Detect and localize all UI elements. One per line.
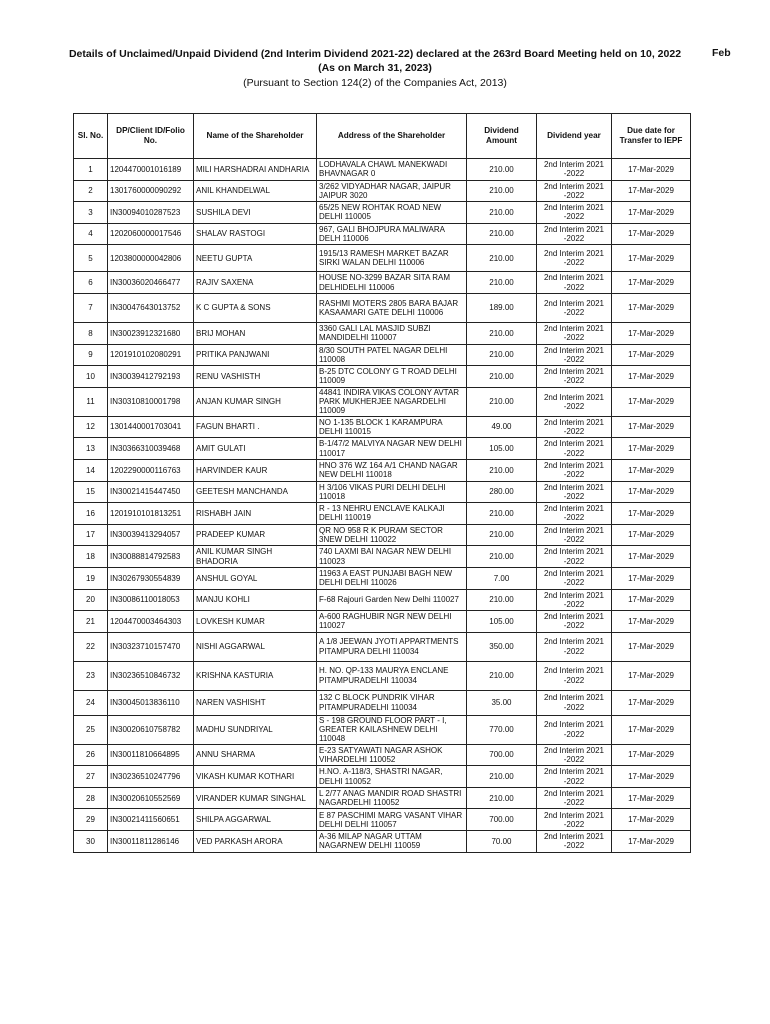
dividend-amount-cell: 7.00 bbox=[467, 567, 537, 589]
sl-no-cell: 22 bbox=[74, 632, 108, 661]
dividend-amount-cell: 189.00 bbox=[467, 293, 537, 322]
address-cell: L 2/77 ANAG MANDIR ROAD SHASTRI NAGARDELHI 110052 bbox=[317, 787, 467, 809]
table-row bbox=[74, 366, 691, 388]
client-id-cell: IN30088814792583 bbox=[108, 546, 194, 568]
address-cell: NO 1-135 BLOCK 1 KARAMPURA DELHI 110015 bbox=[317, 416, 467, 438]
dividend-amount-cell: 210.00 bbox=[467, 344, 537, 366]
dividend-year-cell: 2nd Interim 2021 -2022 bbox=[537, 831, 612, 853]
dividend-year-cell: 2nd Interim 2021 -2022 bbox=[537, 416, 612, 438]
due-date-cell: 17-Mar-2029 bbox=[612, 344, 691, 366]
due-date-cell: 17-Mar-2029 bbox=[612, 503, 691, 525]
table-row bbox=[74, 831, 691, 853]
shareholder-name-cell: KRISHNA KASTURIA bbox=[194, 661, 317, 690]
dividend-amount-cell: 35.00 bbox=[467, 690, 537, 715]
dividend-year-cell: 2nd Interim 2021 -2022 bbox=[537, 546, 612, 568]
dividend-year-cell: 2nd Interim 2021 -2022 bbox=[537, 202, 612, 224]
client-id-cell: IN30236510247796 bbox=[108, 766, 194, 788]
dividend-year-cell: 2nd Interim 2021 -2022 bbox=[537, 272, 612, 294]
table-row bbox=[74, 245, 691, 272]
client-id-cell: IN30366310039468 bbox=[108, 438, 194, 460]
sl-no-cell: 27 bbox=[74, 766, 108, 788]
sl-no-cell: 9 bbox=[74, 344, 108, 366]
table-row bbox=[74, 202, 691, 224]
shareholder-name-cell: PRITIKA PANJWANI bbox=[194, 344, 317, 366]
address-cell: 1915/13 RAMESH MARKET BAZAR SIRKI WALAN DELHI 110006 bbox=[317, 245, 467, 272]
dividend-year-cell: 2nd Interim 2021 -2022 bbox=[537, 245, 612, 272]
dividend-amount-cell: 210.00 bbox=[467, 524, 537, 546]
table-row bbox=[74, 546, 691, 568]
sl-no-cell: 28 bbox=[74, 787, 108, 809]
table-row bbox=[74, 524, 691, 546]
shareholder-name-cell: NEETU GUPTA bbox=[194, 245, 317, 272]
sl-no-cell: 3 bbox=[74, 202, 108, 224]
dividend-year-cell: 2nd Interim 2021 -2022 bbox=[537, 344, 612, 366]
due-date-cell: 17-Mar-2029 bbox=[612, 245, 691, 272]
dividend-amount-cell: 210.00 bbox=[467, 180, 537, 202]
sl-no-cell: 8 bbox=[74, 322, 108, 344]
table-row bbox=[74, 611, 691, 633]
sl-no-cell: 15 bbox=[74, 481, 108, 503]
dividend-year-cell: 2nd Interim 2021 -2022 bbox=[537, 322, 612, 344]
client-id-cell: IN30086110018053 bbox=[108, 589, 194, 611]
dividend-amount-cell: 70.00 bbox=[467, 831, 537, 853]
address-cell: A 1/8 JEEWAN JYOTI APPARTMENTS PITAMPURA DELHI 110034 bbox=[317, 632, 467, 661]
due-date-cell: 17-Mar-2029 bbox=[612, 661, 691, 690]
dividend-year-cell: 2nd Interim 2021 -2022 bbox=[537, 159, 612, 181]
shareholder-name-cell: K C GUPTA & SONS bbox=[194, 293, 317, 322]
due-date-cell: 17-Mar-2029 bbox=[612, 831, 691, 853]
client-id-cell: IN30021411560651 bbox=[108, 809, 194, 831]
dividend-year-cell: 2nd Interim 2021 -2022 bbox=[537, 809, 612, 831]
sl-no-cell: 2 bbox=[74, 180, 108, 202]
dividend-amount-cell: 700.00 bbox=[467, 744, 537, 766]
address-cell: E 87 PASCHIMI MARG VASANT VIHAR DELHI DELHI 110057 bbox=[317, 809, 467, 831]
address-cell: 3360 GALI LAL MASJID SUBZI MANDIDELHI 110007 bbox=[317, 322, 467, 344]
dividend-amount-cell: 210.00 bbox=[467, 661, 537, 690]
sl-no-cell: 11 bbox=[74, 387, 108, 416]
dividend-amount-cell: 210.00 bbox=[467, 202, 537, 224]
client-id-cell: IN30021415447450 bbox=[108, 481, 194, 503]
shareholder-name-cell: ANIL KUMAR SINGH BHADORIA bbox=[194, 546, 317, 568]
client-id-cell: 1204470003464303 bbox=[108, 611, 194, 633]
address-cell: 3/262 VIDYADHAR NAGAR, JAIPUR JAIPUR 3020 bbox=[317, 180, 467, 202]
table-row bbox=[74, 223, 691, 245]
sl-no-cell: 5 bbox=[74, 245, 108, 272]
shareholder-name-cell: BRIJ MOHAN bbox=[194, 322, 317, 344]
table-row bbox=[74, 416, 691, 438]
sl-no-cell: 30 bbox=[74, 831, 108, 853]
client-id-cell: 1301440001703041 bbox=[108, 416, 194, 438]
column-header-shareholder-name: Name of the Shareholder bbox=[194, 114, 317, 159]
dividend-amount-cell: 210.00 bbox=[467, 245, 537, 272]
dividend-year-cell: 2nd Interim 2021 -2022 bbox=[537, 503, 612, 525]
client-id-cell: IN30011810664895 bbox=[108, 744, 194, 766]
dividend-year-cell: 2nd Interim 2021 -2022 bbox=[537, 387, 612, 416]
address-cell: F-68 Rajouri Garden New Delhi 110027 bbox=[317, 589, 467, 611]
dividend-year-cell: 2nd Interim 2021 -2022 bbox=[537, 481, 612, 503]
shareholder-name-cell: LOVKESH KUMAR bbox=[194, 611, 317, 633]
client-id-cell: 1301760000090292 bbox=[108, 180, 194, 202]
dividend-amount-cell: 210.00 bbox=[467, 459, 537, 481]
address-cell: S - 198 GROUND FLOOR PART - I, GREATER KAILASHNEW DELHI 110048 bbox=[317, 715, 467, 744]
dividend-year-cell: 2nd Interim 2021 -2022 bbox=[537, 766, 612, 788]
address-cell: QR NO 958 R K PURAM SECTOR 3NEW DELHI 110022 bbox=[317, 524, 467, 546]
client-id-cell: IN30039413294057 bbox=[108, 524, 194, 546]
client-id-cell: IN30036020466477 bbox=[108, 272, 194, 294]
sl-no-cell: 17 bbox=[74, 524, 108, 546]
sl-no-cell: 10 bbox=[74, 366, 108, 388]
address-cell: B-25 DTC COLONY G T ROAD DELHI 110009 bbox=[317, 366, 467, 388]
dividend-year-cell: 2nd Interim 2021 -2022 bbox=[537, 438, 612, 460]
client-id-cell: IN30236510846732 bbox=[108, 661, 194, 690]
due-date-cell: 17-Mar-2029 bbox=[612, 481, 691, 503]
client-id-cell: 1202290000116763 bbox=[108, 459, 194, 481]
shareholder-name-cell: RISHABH JAIN bbox=[194, 503, 317, 525]
sl-no-cell: 24 bbox=[74, 690, 108, 715]
dividend-amount-cell: 770.00 bbox=[467, 715, 537, 744]
address-cell: A-600 RAGHUBIR NGR NEW DELHI 110027 bbox=[317, 611, 467, 633]
client-id-cell: IN30020610758782 bbox=[108, 715, 194, 744]
dividend-amount-cell: 49.00 bbox=[467, 416, 537, 438]
address-cell: 132 C BLOCK PUNDRIK VIHAR PITAMPURADELHI 110034 bbox=[317, 690, 467, 715]
table-row bbox=[74, 322, 691, 344]
address-cell: A-36 MILAP NAGAR UTTAM NAGARNEW DELHI 110059 bbox=[317, 831, 467, 853]
shareholder-name-cell: RENU VASHISTH bbox=[194, 366, 317, 388]
sl-no-cell: 18 bbox=[74, 546, 108, 568]
due-date-cell: 17-Mar-2029 bbox=[612, 787, 691, 809]
column-header-sl-no: Sl. No. bbox=[74, 114, 108, 159]
due-date-cell: 17-Mar-2029 bbox=[612, 690, 691, 715]
table-row bbox=[74, 481, 691, 503]
dividend-amount-cell: 210.00 bbox=[467, 159, 537, 181]
client-id-cell: IN30267930554839 bbox=[108, 567, 194, 589]
table-row bbox=[74, 503, 691, 525]
shareholder-name-cell: ANSHUL GOYAL bbox=[194, 567, 317, 589]
dividend-table bbox=[73, 113, 691, 853]
page-subtitle: (Pursuant to Section 124(2) of the Companies Act, 2013) bbox=[243, 77, 507, 89]
dividend-amount-cell: 700.00 bbox=[467, 809, 537, 831]
shareholder-name-cell: AMIT GULATI bbox=[194, 438, 317, 460]
dividend-amount-cell: 350.00 bbox=[467, 632, 537, 661]
dividend-amount-cell: 105.00 bbox=[467, 438, 537, 460]
due-date-cell: 17-Mar-2029 bbox=[612, 416, 691, 438]
client-id-cell: 1201910101813251 bbox=[108, 503, 194, 525]
sl-no-cell: 12 bbox=[74, 416, 108, 438]
client-id-cell: IN30047643013752 bbox=[108, 293, 194, 322]
dividend-year-cell: 2nd Interim 2021 -2022 bbox=[537, 459, 612, 481]
table-row bbox=[74, 344, 691, 366]
shareholder-name-cell: RAJIV SAXENA bbox=[194, 272, 317, 294]
dividend-amount-cell: 210.00 bbox=[467, 546, 537, 568]
sl-no-cell: 13 bbox=[74, 438, 108, 460]
sl-no-cell: 25 bbox=[74, 715, 108, 744]
table-row bbox=[74, 744, 691, 766]
shareholder-name-cell: SHILPA AGGARWAL bbox=[194, 809, 317, 831]
dividend-year-cell: 2nd Interim 2021 -2022 bbox=[537, 567, 612, 589]
due-date-cell: 17-Mar-2029 bbox=[612, 744, 691, 766]
table-row bbox=[74, 766, 691, 788]
client-id-cell: IN30023912321680 bbox=[108, 322, 194, 344]
sl-no-cell: 14 bbox=[74, 459, 108, 481]
due-date-cell: 17-Mar-2029 bbox=[612, 159, 691, 181]
sl-no-cell: 20 bbox=[74, 589, 108, 611]
dividend-year-cell: 2nd Interim 2021 -2022 bbox=[537, 715, 612, 744]
due-date-cell: 17-Mar-2029 bbox=[612, 567, 691, 589]
table-row bbox=[74, 180, 691, 202]
address-cell: LODHAVALA CHAWL MANEKWADI BHAVNAGAR 0 bbox=[317, 159, 467, 181]
sl-no-cell: 21 bbox=[74, 611, 108, 633]
due-date-cell: 17-Mar-2029 bbox=[612, 766, 691, 788]
due-date-cell: 17-Mar-2029 bbox=[612, 202, 691, 224]
address-cell: 11963 A EAST PUNJABI BAGH NEW DELHI DELHI 110026 bbox=[317, 567, 467, 589]
sl-no-cell: 23 bbox=[74, 661, 108, 690]
dividend-amount-cell: 105.00 bbox=[467, 611, 537, 633]
table-header-row bbox=[74, 114, 691, 159]
due-date-cell: 17-Mar-2029 bbox=[612, 524, 691, 546]
address-cell: 44841 INDIRA VIKAS COLONY AVTAR PARK MUKHERJEE NAGARDELHI 110009 bbox=[317, 387, 467, 416]
address-cell: H.NO. A-118/3, SHASTRI NAGAR, DELHI 110052 bbox=[317, 766, 467, 788]
dividend-amount-cell: 210.00 bbox=[467, 272, 537, 294]
sl-no-cell: 6 bbox=[74, 272, 108, 294]
due-date-cell: 17-Mar-2029 bbox=[612, 272, 691, 294]
shareholder-name-cell: VED PARKASH ARORA bbox=[194, 831, 317, 853]
dividend-amount-cell: 210.00 bbox=[467, 366, 537, 388]
due-date-cell: 17-Mar-2029 bbox=[612, 715, 691, 744]
table-row bbox=[74, 387, 691, 416]
column-header-client-id: DP/Client ID/Folio No. bbox=[108, 114, 194, 159]
dividend-year-cell: 2nd Interim 2021 -2022 bbox=[537, 223, 612, 245]
dividend-amount-cell: 210.00 bbox=[467, 787, 537, 809]
due-date-cell: 17-Mar-2029 bbox=[612, 459, 691, 481]
table-row bbox=[74, 438, 691, 460]
due-date-cell: 17-Mar-2029 bbox=[612, 589, 691, 611]
due-date-cell: 17-Mar-2029 bbox=[612, 546, 691, 568]
dividend-year-cell: 2nd Interim 2021 -2022 bbox=[537, 180, 612, 202]
shareholder-name-cell: FAGUN BHARTI . bbox=[194, 416, 317, 438]
due-date-cell: 17-Mar-2029 bbox=[612, 438, 691, 460]
sl-no-cell: 1 bbox=[74, 159, 108, 181]
column-header-due-date: Due date for Transfer to IEPF bbox=[612, 114, 691, 159]
due-date-cell: 17-Mar-2029 bbox=[612, 632, 691, 661]
dividend-year-cell: 2nd Interim 2021 -2022 bbox=[537, 661, 612, 690]
column-header-address: Address of the Shareholder bbox=[317, 114, 467, 159]
dividend-year-cell: 2nd Interim 2021 -2022 bbox=[537, 632, 612, 661]
table-row bbox=[74, 159, 691, 181]
shareholder-name-cell: HARVINDER KAUR bbox=[194, 459, 317, 481]
dividend-year-cell: 2nd Interim 2021 -2022 bbox=[537, 611, 612, 633]
address-cell: HOUSE NO-3299 BAZAR SITA RAM DELHIDELHI 110006 bbox=[317, 272, 467, 294]
dividend-amount-cell: 210.00 bbox=[467, 589, 537, 611]
shareholder-name-cell: MANJU KOHLI bbox=[194, 589, 317, 611]
dividend-amount-cell: 210.00 bbox=[467, 766, 537, 788]
address-cell: B-1/47/2 MALVIYA NAGAR NEW DELHI 110017 bbox=[317, 438, 467, 460]
client-id-cell: IN30020610552569 bbox=[108, 787, 194, 809]
sl-no-cell: 4 bbox=[74, 223, 108, 245]
dividend-year-cell: 2nd Interim 2021 -2022 bbox=[537, 366, 612, 388]
due-date-cell: 17-Mar-2029 bbox=[612, 293, 691, 322]
shareholder-name-cell: ANJAN KUMAR SINGH bbox=[194, 387, 317, 416]
table-row bbox=[74, 787, 691, 809]
column-header-dividend-amount: Dividend Amount bbox=[467, 114, 537, 159]
dividend-amount-cell: 280.00 bbox=[467, 481, 537, 503]
shareholder-name-cell: MADHU SUNDRIYAL bbox=[194, 715, 317, 744]
address-cell: 65/25 NEW ROHTAK ROAD NEW DELHI 110005 bbox=[317, 202, 467, 224]
client-id-cell: IN30045013836110 bbox=[108, 690, 194, 715]
dividend-year-cell: 2nd Interim 2021 -2022 bbox=[537, 690, 612, 715]
dividend-amount-cell: 210.00 bbox=[467, 503, 537, 525]
address-cell: H 3/106 VIKAS PURI DELHI DELHI 110018 bbox=[317, 481, 467, 503]
table-row bbox=[74, 632, 691, 661]
shareholder-name-cell: GEETESH MANCHANDA bbox=[194, 481, 317, 503]
due-date-cell: 17-Mar-2029 bbox=[612, 387, 691, 416]
address-cell: 967, GALI BHOJPURA MALIWARA DELH 110006 bbox=[317, 223, 467, 245]
shareholder-name-cell: NAREN VASHISHT bbox=[194, 690, 317, 715]
client-id-cell: IN30310810001798 bbox=[108, 387, 194, 416]
address-cell: 8/30 SOUTH PATEL NAGAR DELHI 110008 bbox=[317, 344, 467, 366]
client-id-cell: IN30323710157470 bbox=[108, 632, 194, 661]
client-id-cell: 1201910102080291 bbox=[108, 344, 194, 366]
table-row bbox=[74, 589, 691, 611]
shareholder-name-cell: SHALAV RASTOGI bbox=[194, 223, 317, 245]
due-date-cell: 17-Mar-2029 bbox=[612, 180, 691, 202]
shareholder-name-cell: MILI HARSHADRAI ANDHARIA bbox=[194, 159, 317, 181]
sl-no-cell: 29 bbox=[74, 809, 108, 831]
table-row bbox=[74, 567, 691, 589]
client-id-cell: 1202060000017546 bbox=[108, 223, 194, 245]
dividend-year-cell: 2nd Interim 2021 -2022 bbox=[537, 787, 612, 809]
due-date-cell: 17-Mar-2029 bbox=[612, 322, 691, 344]
column-header-dividend-year: Dividend year bbox=[537, 114, 612, 159]
client-id-cell: IN30094010287523 bbox=[108, 202, 194, 224]
address-cell: RASHMI MOTERS 2805 BARA BAJAR KASAAMARI GATE DELHI 110006 bbox=[317, 293, 467, 322]
sl-no-cell: 16 bbox=[74, 503, 108, 525]
dividend-amount-cell: 210.00 bbox=[467, 387, 537, 416]
dividend-year-cell: 2nd Interim 2021 -2022 bbox=[537, 589, 612, 611]
table-row bbox=[74, 809, 691, 831]
table-row bbox=[74, 459, 691, 481]
dividend-amount-cell: 210.00 bbox=[467, 322, 537, 344]
address-cell: E-23 SATYAWATI NAGAR ASHOK VIHARDELHI 110052 bbox=[317, 744, 467, 766]
table-row bbox=[74, 272, 691, 294]
dividend-year-cell: 2nd Interim 2021 -2022 bbox=[537, 744, 612, 766]
table-row bbox=[74, 715, 691, 744]
shareholder-name-cell: VIKASH KUMAR KOTHARI bbox=[194, 766, 317, 788]
sl-no-cell: 19 bbox=[74, 567, 108, 589]
address-cell: 740 LAXMI BAI NAGAR NEW DELHI 110023 bbox=[317, 546, 467, 568]
client-id-cell: 1203800000042806 bbox=[108, 245, 194, 272]
sl-no-cell: 7 bbox=[74, 293, 108, 322]
address-cell: H. NO. QP-133 MAURYA ENCLANE PITAMPURADELHI 110034 bbox=[317, 661, 467, 690]
address-cell: R - 13 NEHRU ENCLAVE KALKAJI DELHI 110019 bbox=[317, 503, 467, 525]
page-title-overflow: Feb bbox=[712, 47, 731, 59]
shareholder-name-cell: ANNU SHARMA bbox=[194, 744, 317, 766]
client-id-cell: IN30039412792193 bbox=[108, 366, 194, 388]
shareholder-name-cell: VIRANDER KUMAR SINGHAL bbox=[194, 787, 317, 809]
table-row bbox=[74, 661, 691, 690]
dividend-year-cell: 2nd Interim 2021 -2022 bbox=[537, 524, 612, 546]
table-row bbox=[74, 690, 691, 715]
dividend-amount-cell: 210.00 bbox=[467, 223, 537, 245]
due-date-cell: 17-Mar-2029 bbox=[612, 611, 691, 633]
client-id-cell: IN30011811286146 bbox=[108, 831, 194, 853]
shareholder-name-cell: NISHI AGGARWAL bbox=[194, 632, 317, 661]
sl-no-cell: 26 bbox=[74, 744, 108, 766]
due-date-cell: 17-Mar-2029 bbox=[612, 366, 691, 388]
client-id-cell: 1204470001016189 bbox=[108, 159, 194, 181]
due-date-cell: 17-Mar-2029 bbox=[612, 809, 691, 831]
address-cell: HNO 376 WZ 164 A/1 CHAND NAGAR NEW DELHI 110018 bbox=[317, 459, 467, 481]
shareholder-name-cell: SUSHILA DEVI bbox=[194, 202, 317, 224]
shareholder-name-cell: ANIL KHANDELWAL bbox=[194, 180, 317, 202]
shareholder-name-cell: PRADEEP KUMAR bbox=[194, 524, 317, 546]
due-date-cell: 17-Mar-2029 bbox=[612, 223, 691, 245]
dividend-year-cell: 2nd Interim 2021 -2022 bbox=[537, 293, 612, 322]
page-title: Details of Unclaimed/Unpaid Dividend (2nd Interim Dividend 2021-22) declared at the 263rd Board Meeting held on 10, 2022 (As on March 31, 2023) bbox=[68, 48, 682, 74]
table-row bbox=[74, 293, 691, 322]
